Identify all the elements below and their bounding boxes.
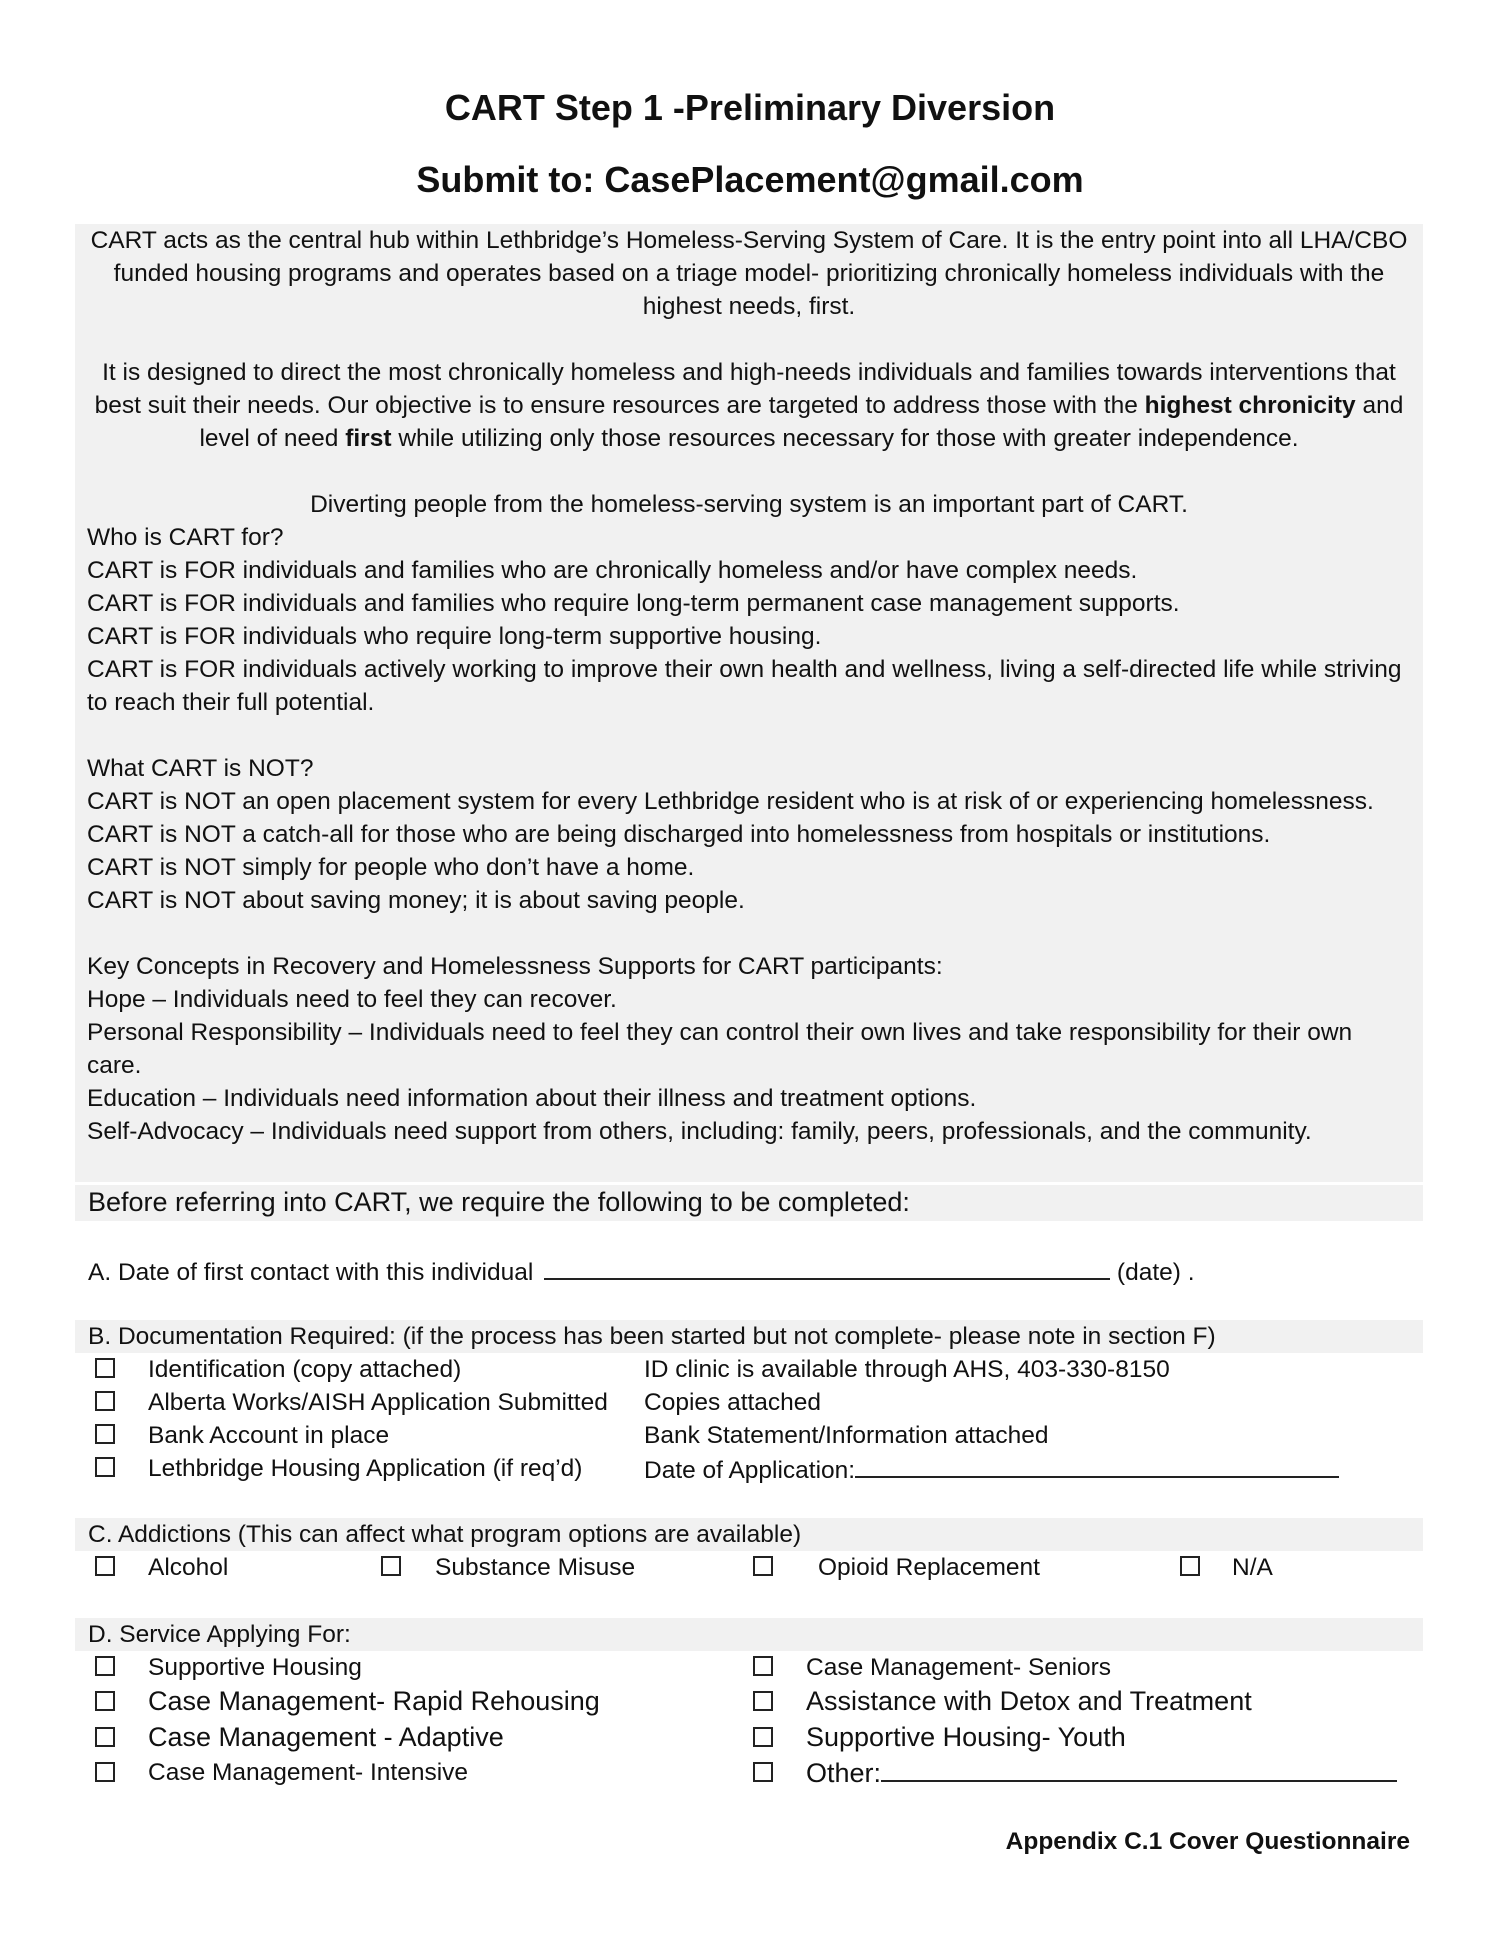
before-heading: Before referring into CART, we require the following to be completed: <box>88 1187 910 1217</box>
alcohol-label: Alcohol <box>148 1554 229 1581</box>
substance-misuse-label: Substance Misuse <box>435 1554 636 1581</box>
other-checkbox[interactable] <box>753 1762 773 1782</box>
rapid-rehousing-label: Case Management- Rapid Rehousing <box>148 1686 600 1716</box>
bank-account-label: Bank Account in place <box>148 1422 390 1449</box>
who-item: CART is FOR individuals and families who require long-term permanent case management supports. <box>87 590 1180 617</box>
not-item: CART is NOT about saving money; it is about saving people. <box>87 887 745 914</box>
adaptive-label: Case Management - Adaptive <box>148 1722 504 1752</box>
para2-emphasis-first: first <box>345 425 392 452</box>
submit-email-heading: Submit to: CasePlacement@gmail.com <box>416 159 1084 200</box>
page-title: CART Step 1 -Preliminary Diversion <box>444 87 1056 128</box>
rapid-rehousing-checkbox[interactable] <box>95 1691 115 1711</box>
housing-application-label: Lethbridge Housing Application (if req’d) <box>148 1455 583 1482</box>
para2-text-e: while utilizing only those resources necessary for those with greater independence. <box>391 425 1299 452</box>
other-service-field[interactable] <box>881 1756 1397 1782</box>
key-concept-item: Self-Advocacy – Individuals need support from others, including: family, peers, professionals, and the community. <box>87 1118 1312 1145</box>
key-concepts-heading: Key Concepts in Recovery and Homelessness Supports for CART participants: <box>87 953 943 980</box>
bank-account-checkbox[interactable] <box>95 1424 115 1444</box>
other-row <box>806 1756 1397 1790</box>
section-a-label: A. Date of first contact with this individual <box>88 1259 534 1286</box>
section-a-suffix: (date) . <box>1116 1259 1195 1286</box>
who-item: CART is FOR individuals who require long-term supportive housing. <box>87 623 822 650</box>
not-item: CART is NOT a catch-all for those who are being discharged into homelessness from hospitals or institutions. <box>87 821 1271 848</box>
detox-treatment-checkbox[interactable] <box>753 1691 773 1711</box>
appendix-footer: Appendix C.1 Cover Questionnaire <box>1005 1828 1410 1855</box>
housing-application-checkbox[interactable] <box>95 1457 115 1477</box>
alberta-works-checkbox[interactable] <box>95 1391 115 1411</box>
who-heading: Who is CART for? <box>87 524 284 551</box>
identification-note: ID clinic is available through AHS, 403-330-8150 <box>644 1356 1170 1383</box>
who-item: CART is FOR individuals and families who are chronically homeless and/or have complex needs. <box>87 557 1138 584</box>
application-date-label: Date of Application: <box>644 1457 856 1484</box>
bank-account-note: Bank Statement/Information attached <box>644 1422 1049 1449</box>
first-contact-date-field[interactable] <box>544 1254 1110 1280</box>
section-b-heading: B. Documentation Required: (if the process has been started but not complete- please note in section F) <box>88 1323 1216 1350</box>
para2-text-a: It is designed to direct the most chronically homeless and high-needs individuals and families towards interventions that best suit their needs. Our objective is to ensure resources are targeted to address those with the <box>94 359 1396 419</box>
key-concept-item: Hope – Individuals need to feel they can recover. <box>87 986 617 1013</box>
seniors-checkbox[interactable] <box>753 1656 773 1676</box>
not-item: CART is NOT simply for people who don’t have a home. <box>87 854 695 881</box>
identification-checkbox[interactable] <box>95 1358 115 1378</box>
intro-paragraph-2 <box>87 356 1411 455</box>
supportive-housing-youth-label: Supportive Housing- Youth <box>806 1722 1126 1752</box>
supportive-housing-youth-checkbox[interactable] <box>753 1727 773 1747</box>
intro-paragraph-1: CART acts as the central hub within Lethbridge’s Homeless-Serving System of Care. It is the entry point into all LHA/CBO funded housing programs and operates based on a triage model- prioritizing chronically homeless individuals with the highest needs, first. <box>90 227 1408 320</box>
alcohol-checkbox[interactable] <box>95 1556 115 1576</box>
identification-label: Identification (copy attached) <box>148 1356 462 1383</box>
supportive-housing-label: Supportive Housing <box>148 1654 362 1681</box>
other-label: Other: <box>806 1758 882 1788</box>
not-item: CART is NOT an open placement system for every Lethbridge resident who is at risk of or experiencing homelessness. <box>87 788 1374 815</box>
not-heading: What CART is NOT? <box>87 755 314 782</box>
adaptive-checkbox[interactable] <box>95 1727 115 1747</box>
alberta-works-note: Copies attached <box>644 1389 822 1416</box>
detox-treatment-label: Assistance with Detox and Treatment <box>806 1686 1252 1716</box>
intensive-checkbox[interactable] <box>95 1762 115 1782</box>
diverting-statement: Diverting people from the homeless-serving system is an important part of CART. <box>310 491 1188 518</box>
key-concept-item: Personal Responsibility – Individuals need to feel they can control their own lives and take responsibility for their own care. <box>87 1019 1353 1079</box>
application-date-field[interactable] <box>855 1452 1339 1478</box>
section-a-row <box>88 1254 1195 1289</box>
section-c-heading: C. Addictions (This can affect what program options are available) <box>88 1521 802 1548</box>
section-d-heading: D. Service Applying For: <box>88 1621 351 1648</box>
housing-application-note <box>644 1452 1339 1487</box>
supportive-housing-checkbox[interactable] <box>95 1656 115 1676</box>
opioid-replacement-label: Opioid Replacement <box>818 1554 1040 1581</box>
key-concept-item: Education – Individuals need information about their illness and treatment options. <box>87 1085 977 1112</box>
para2-emphasis-chronicity: highest chronicity <box>1144 392 1356 419</box>
para2-text-c: and level of need <box>199 392 1404 452</box>
na-label: N/A <box>1232 1554 1273 1581</box>
seniors-label: Case Management- Seniors <box>806 1654 1112 1681</box>
na-checkbox[interactable] <box>1180 1556 1200 1576</box>
substance-misuse-checkbox[interactable] <box>381 1556 401 1576</box>
who-item: CART is FOR individuals actively working to improve their own health and wellness, living a self-directed life while striving to reach their full potential. <box>87 656 1402 716</box>
opioid-replacement-checkbox[interactable] <box>753 1556 773 1576</box>
intro-panel <box>75 224 1423 1182</box>
intensive-label: Case Management- Intensive <box>148 1759 469 1786</box>
alberta-works-label: Alberta Works/AISH Application Submitted <box>148 1389 608 1416</box>
